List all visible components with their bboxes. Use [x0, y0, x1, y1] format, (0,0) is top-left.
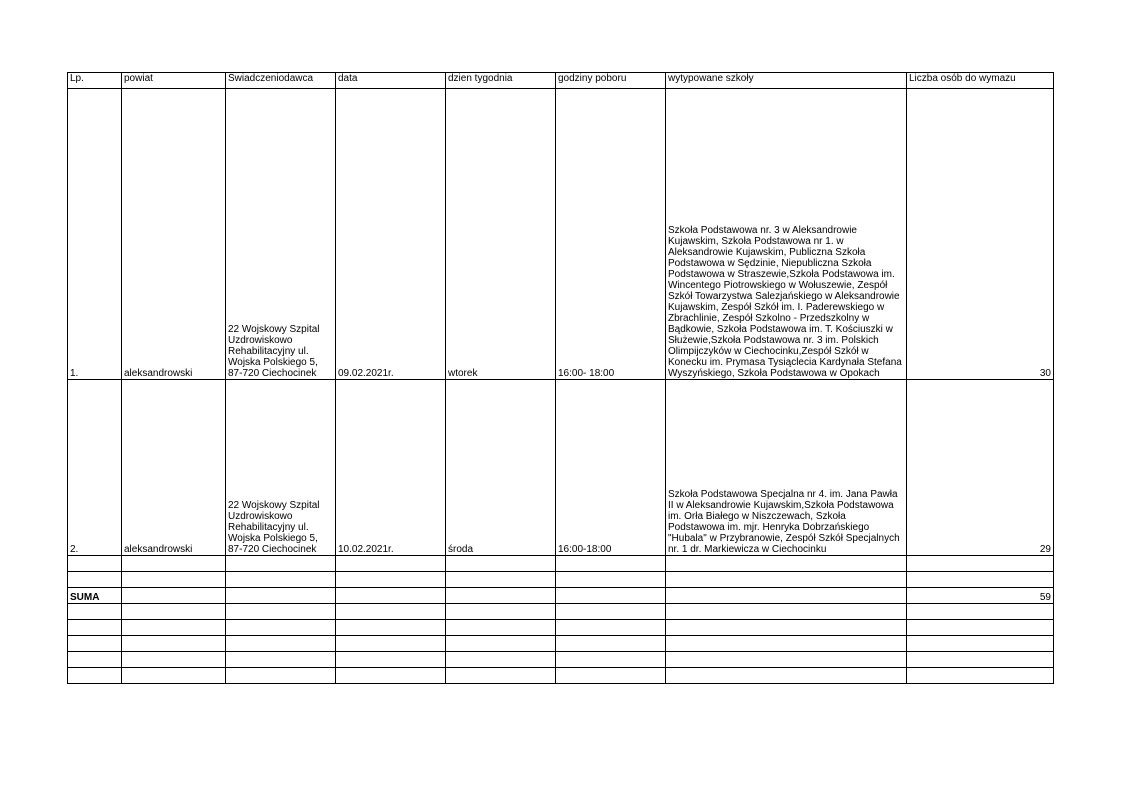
table-row — [68, 380, 1054, 556]
empty-row — [68, 668, 1054, 684]
cell-dzien-tygodnia: środa — [446, 380, 556, 556]
cell-lp: 1. — [68, 89, 122, 380]
empty-row — [68, 556, 1054, 572]
table-row — [68, 89, 1054, 380]
cell-liczba-osob: 30 — [907, 89, 1054, 380]
cell-liczba-osob: 29 — [907, 380, 1054, 556]
header-powiat: powiat — [122, 73, 226, 89]
cell-dzien-tygodnia: wtorek — [446, 89, 556, 380]
header-wytypowane-szkoly: wytypowane szkoły — [666, 73, 907, 89]
cell-wytypowane-szkoly: Szkoła Podstawowa nr. 3 w Aleksandrowie Kujawskim, Szkoła Podstawowa nr 1. w Aleksandrowie Kujawskim, Publiczna Szkoła Podstawowa w Sędzinie, Niepubliczna Szkoła Podstawowa w Straszewie,Szkoła Podstawowa im. Wincentego Piotrowskiego w Wołuszewie, Zespół Szkół Towarzystwa Salezjańskiego w Aleksandrowie Kujawskim, Zespół Szkół im. I. Paderewskiego w Zbrachlinie, Zespół Szkolno - Przedszkolny w Bądkowie, Szkoła Podstawowa im. T. Kościuszki w Służewie,Szkoła Podstawowa nr. 3 im. Polskich Olimpijczyków w Ciechocinku,Zespół Szkół w Konecku im. Prymasa Tysiąclecia Kardynała Stefana Wyszyńskiego, Szkoła Podstawowa w Opokach — [666, 89, 907, 380]
sum-value: 59 — [907, 588, 1054, 604]
cell-godziny-poboru: 16:00- 18:00 — [556, 89, 666, 380]
cell-swiadczeniodawca: 22 Wojskowy Szpital Uzdrowiskowo Rehabilitacyjny ul. Wojska Polskiego 5, 87-720 Ciechocinek — [226, 89, 336, 380]
cell-godziny-poboru: 16:00-18:00 — [556, 380, 666, 556]
header-swiadczeniodawca: Świadczeniodawca — [226, 73, 336, 89]
schedule-table — [67, 72, 1054, 684]
cell-swiadczeniodawca: 22 Wojskowy Szpital Uzdrowiskowo Rehabilitacyjny ul. Wojska Polskiego 5, 87-720 Ciechocinek — [226, 380, 336, 556]
cell-data: 09.02.2021r. — [336, 89, 446, 380]
sum-row — [68, 588, 1054, 604]
header-dzien-tygodnia: dzien tygodnia — [446, 73, 556, 89]
sum-label: SUMA — [68, 588, 122, 604]
empty-row — [68, 620, 1054, 636]
cell-powiat: aleksandrowski — [122, 380, 226, 556]
cell-data: 10.02.2021r. — [336, 380, 446, 556]
cell-powiat: aleksandrowski — [122, 89, 226, 380]
empty-row — [68, 572, 1054, 588]
header-godziny-poboru: godziny poboru — [556, 73, 666, 89]
header-data: data — [336, 73, 446, 89]
cell-lp: 2. — [68, 380, 122, 556]
empty-row — [68, 652, 1054, 668]
header-liczba-osob: Liczba osób do wymazu — [907, 73, 1054, 89]
header-row — [68, 73, 1054, 89]
empty-row — [68, 604, 1054, 620]
empty-row — [68, 636, 1054, 652]
cell-wytypowane-szkoly: Szkoła Podstawowa Specjalna nr 4. im. Jana Pawła II w Aleksandrowie Kujawskim,Szkoła Podstawowa im. Orła Białego w Niszczewach, Szkoła Podstawowa im. mjr. Henryka Dobrzańskiego "Hubala" w Przybranowie, Zespół Szkół Specjalnych nr. 1 dr. Markiewicza w Ciechocinku — [666, 380, 907, 556]
header-lp: Lp. — [68, 73, 122, 89]
